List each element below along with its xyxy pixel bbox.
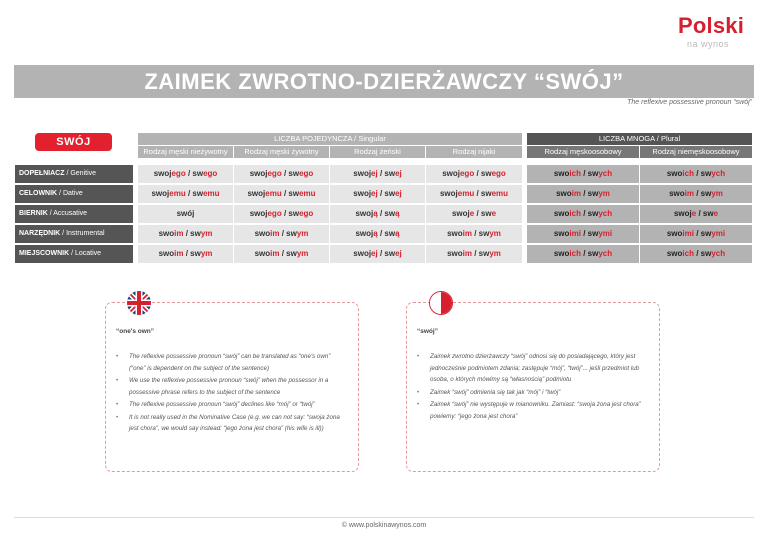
polish-flag-icon [429,291,453,315]
table-cell: swojej / swej [330,165,425,183]
table-cell: swojego / swego [138,165,233,183]
table-cell: swoimi / swymi [640,225,752,243]
table-cell: swojemu / swemu [426,185,522,203]
english-notes-card [105,302,359,472]
row-label-accusative: BIERNIK / Accusative [15,205,133,223]
column-header: Rodzaj męski nieżywotny [138,146,233,158]
list-item: • The reflexive possessive pronoun “swój” declines like “mój” or “twój” [116,399,348,411]
table-cell: swojego / swego [426,165,522,183]
footer-divider [14,517,754,518]
uk-flag-icon [127,291,151,315]
table-cell: swoim / swym [234,225,329,243]
column-header: Rodzaj męskoosobowy [527,146,639,158]
table-cell: swoim / swym [640,185,752,203]
column-header: Rodzaj męski żywotny [234,146,329,158]
notes-list [116,351,348,436]
table-cell: swojej / swej [330,185,425,203]
table-cell: swoimi / swymi [527,225,639,243]
table-cell: swojej / swej [330,245,425,263]
page-subtitle: The reflexive possessive pronoun “swój” [627,99,752,106]
brand-logo [678,13,745,49]
notes-list [417,351,649,423]
row-label-instrumental: NARZĘDNIK / Instrumental [15,225,133,243]
table-cell: swoich / swych [527,165,639,183]
table-cell: swojego / swego [234,205,329,223]
table-cell: swoją / swą [330,225,425,243]
table-cell: swoim / swym [426,225,522,243]
polish-notes-card [406,302,660,472]
table-cell: swoim / swym [138,245,233,263]
list-item: • The reflexive possessive pronoun “swój” can be translated as “one's own” (“one” is dependent on the subject of the sentence) [116,351,348,374]
logo-word: Polski [678,13,745,38]
table-cell: swoim / swym [426,245,522,263]
table-cell: swój [138,205,233,223]
table-cell: swoim / swym [138,225,233,243]
card-title: “one's own” [116,328,155,335]
list-item: • We use the reflexive possessive pronoun “swój” when the possessor in a possessive phrase refers to the subject of the sentence [116,375,348,398]
table-cell: swojemu / swemu [138,185,233,203]
table-cell: swojemu / swemu [234,185,329,203]
list-item: • Zaimek zwrotno dzierżawczy “swój” odnosi się do posiadającego, który jest jednocześnie podmiotem zdania; zastępuje “mój”, “twój”... jeśli przedmiot lub osoba, o których mówimy są “własnością” podmiotu [417,351,649,386]
list-item: • Zaimek “swój” odmienia się tak jak “mój” i “twój” [417,387,649,399]
table-cell: swoim / swym [527,185,639,203]
table-cell: swoich / swych [527,245,639,263]
column-header: Rodzaj niemęskoosobowy [640,146,752,158]
list-item: • It is not really used in the Nominative Case (e.g. we can not say: “swoja żona jest chora”, we would say instead: “jego żona jest chora” (his wife is ill)) [116,412,348,435]
table-cell: swoich / swych [640,165,752,183]
singular-header: LICZBA POJEDYNCZA / Singular [138,133,522,145]
logo-subtitle: na wynos [686,39,730,49]
table-cell: swoich / swych [640,245,752,263]
plural-header: LICZBA MNOGA / Plural [527,133,752,145]
list-item: • Zaimek “swój” nie występuje w mianowniku. Zamiast: “swoja żona jest chora” powiemy: “jego żona jest chora” [417,399,649,422]
row-label-dative: CELOWNIK / Dative [15,185,133,203]
row-label-locative: MIEJSCOWNIK / Locative [15,245,133,263]
page-title: ZAIMEK ZWROTNO-DZIERŻAWCZY “SWÓJ” [144,69,624,94]
row-label-genitive: DOPEŁNIACZ / Genitive [15,165,133,183]
column-header: Rodzaj żeński [330,146,425,158]
column-header: Rodzaj nijaki [426,146,522,158]
title-bar [14,65,754,98]
footer-copyright: © www.polskinawynos.com [341,522,427,529]
table-cell: swojego / swego [234,165,329,183]
table-cell: swoich / swych [527,205,639,223]
card-title: “swój” [417,328,438,335]
table-cell: swoim / swym [234,245,329,263]
table-cell: swoje / swe [640,205,752,223]
table-cell: swoje / swe [426,205,522,223]
table-cell: swoją / swą [330,205,425,223]
pronoun-pill: SWÓJ [35,133,112,151]
